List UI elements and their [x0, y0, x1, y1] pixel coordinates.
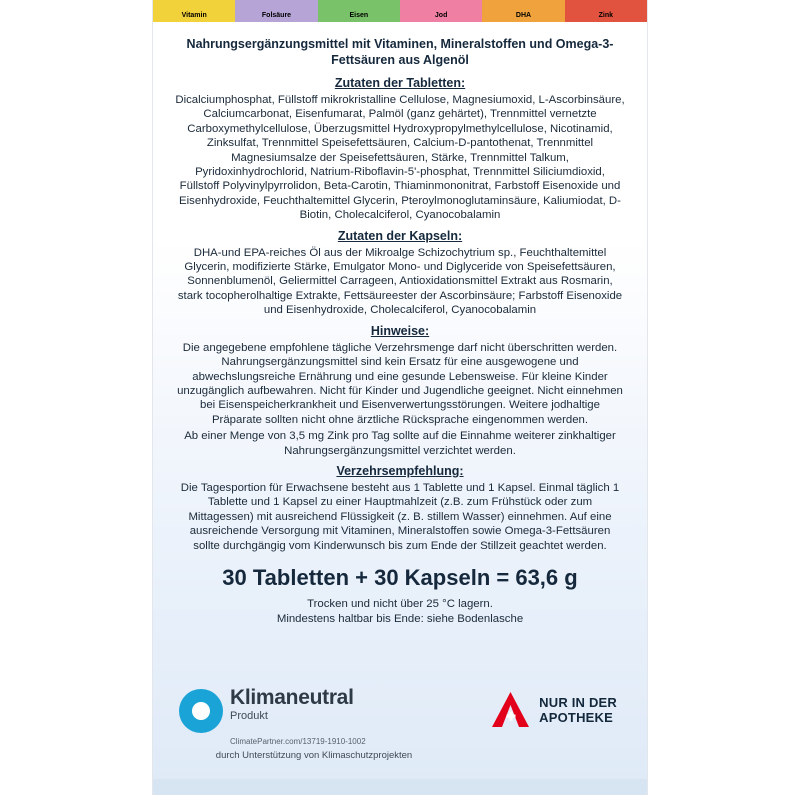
strip-label-0: Vitamin [181, 12, 207, 19]
top-flap-strip [153, 0, 647, 22]
pharmacy-only-logo [491, 691, 617, 729]
strip-cell-5 [565, 0, 647, 22]
footer-logos [153, 687, 647, 777]
strip-cell-3 [400, 0, 482, 22]
strip-cell-4 [482, 0, 564, 22]
section-text-verzehrsempfehlung: Die Tagesportion für Erwachsene besteht aus 1 Tablette und 1 Kapsel. Einmal täglich 1 Tablette und 1 Kapsel zu einer Hauptmahlzeit (z.B. zum Frühstück oder zum Mittagessen) mit ausreichend Flüssigkeit (z. B. stillem Wasser) einnehmen. Auf eine ausreichende Versorgung mit Vitaminen, Mineralstoffen sowie Omega-3-Fettsäuren sollte durchgängig vom Kinderwunsch bis zum Ende der Stillzeit geachtet werden. [180, 481, 620, 552]
section-text-kapseln: DHA-und EPA-reiches Öl aus der Mikroalge Schizochytrium sp., Feuchthaltemittel Glycerin, modifizierte Stärke, Emulgator Mono- und Diglyceride von Speisefettsäuren, Sonnenblumenöl, Geliermittel Carrageen, Antioxidationsmittel Extrakt aus Rosmarin, stark tocopherolhaltige Extrakte, Fettsäureester der Ascorbinsäure; Farbstoff Eisenoxide und Eisenhydroxide, Cholecalciferol, Cyanocobalamin [177, 246, 623, 317]
strip-cell-2 [318, 0, 400, 22]
strip-cell-1 [235, 0, 317, 22]
bottom-edge-band [153, 779, 647, 795]
section-title-hinweise: Hinweise: [370, 323, 430, 338]
section-text-tabletten: Dicalciumphosphat, Füllstoff mikrokristalline Cellulose, Magnesiumoxid, L-Ascorbinsäure, Calciumcarbonat, Eisenfumarat, Palmöl (ganz gehärtet), Trennmittel vernetzte Carboxymethylcellulose, Überzugsmittel Hydroxypropylmethylcellulose, Nicotinamid, Zinksulfat, Trennmittel Speisefettsäuren, Calcium-D-pantothenat, Trennmittel Magnesiumsalze der Speisefettsäuren, Stärke, Trennmittel Talkum, Pyridoxinhydrochlorid, Natrium-Riboflavin-5'-phosphat, Trennmittel Siliciumdioxid, Füllstoff Polyvinylpyrrolidon, Beta-Carotin, Thiaminmononitrat, Farbstoff Eisenoxide und Eisenhydroxide, Feuchthaltemittel Glycerin, Pteroylmonoglutaminsäure, Kaliumiodat, D-Biotin, Cholecalciferol, Cyanocobalamin [175, 94, 625, 222]
klimaneutral-subtitle: Produkt [230, 710, 268, 722]
pharmacy-line-2: APOTHEKE [539, 710, 613, 725]
strip-label-5: Zink [598, 12, 613, 19]
klimaneutral-note: durch Unterstützung von Klimaschutzprojekten [215, 750, 413, 761]
storage-line-1: Trocken und nicht über 25 °C lagern. [307, 597, 493, 610]
back-panel-text [153, 24, 647, 628]
pharmacy-line-1: NUR IN DER [539, 695, 617, 710]
section-title-kapseln: Zutaten der Kapseln: [337, 228, 463, 243]
storage-line-2: Mindestens haltbar bis Ende: siehe Bodenlasche [276, 613, 524, 626]
strip-cell-0 [153, 0, 235, 22]
strip-label-3: Jod [434, 12, 448, 19]
section-title-tabletten: Zutaten der Tabletten: [334, 76, 466, 90]
pharmacy-a-icon [491, 691, 531, 729]
strip-label-1: Folsäure [261, 12, 292, 19]
klimaneutral-title: Klimaneutral [230, 686, 354, 709]
strip-label-2: Eisen [349, 12, 369, 19]
klimaneutral-logo [179, 687, 454, 773]
section-text-zink: Ab einer Menge von 3,5 mg Zink pro Tag sollte auf die Einnahme weiterer zinkhaltiger Nahrungsergänzungsmittel verzichtet werden. [184, 430, 616, 457]
package-back-panel [152, 0, 648, 795]
product-headline: Nahrungsergänzungsmittel mit Vitaminen, Mineralstoffen und Omega-3-Fettsäuren aus Algenöl [186, 37, 614, 67]
section-text-hinweise: Die angegebene empfohlene tägliche Verzehrsmenge darf nicht überschritten werden. Nahrungsergänzungsmittel sind kein Ersatz für eine ausgewogene und abwechslungsreiche Ernährung und eine gesunde Lebensweise. Für kleine Kinder unzugänglich aufbewahren. Nicht für Kinder und Jugendliche geeignet. Nicht einnehmen bei Eisenspeicherkrankheit und Eisenverwertungsstörungen. Weitere jodhaltige Präparate sollten nicht ohne ärztliche Rücksprache eingenommen werden. [177, 341, 623, 426]
strip-label-4: DHA [515, 12, 532, 19]
section-title-verzehrsempfehlung: Verzehrsempfehlung: [336, 463, 464, 478]
climatepartner-url: ClimatePartner.com/13719-1910-1002 [230, 737, 366, 746]
climate-circle-icon [179, 689, 223, 733]
pack-contents-amount: 30 Tabletten + 30 Kapseln = 63,6 g [222, 564, 578, 590]
